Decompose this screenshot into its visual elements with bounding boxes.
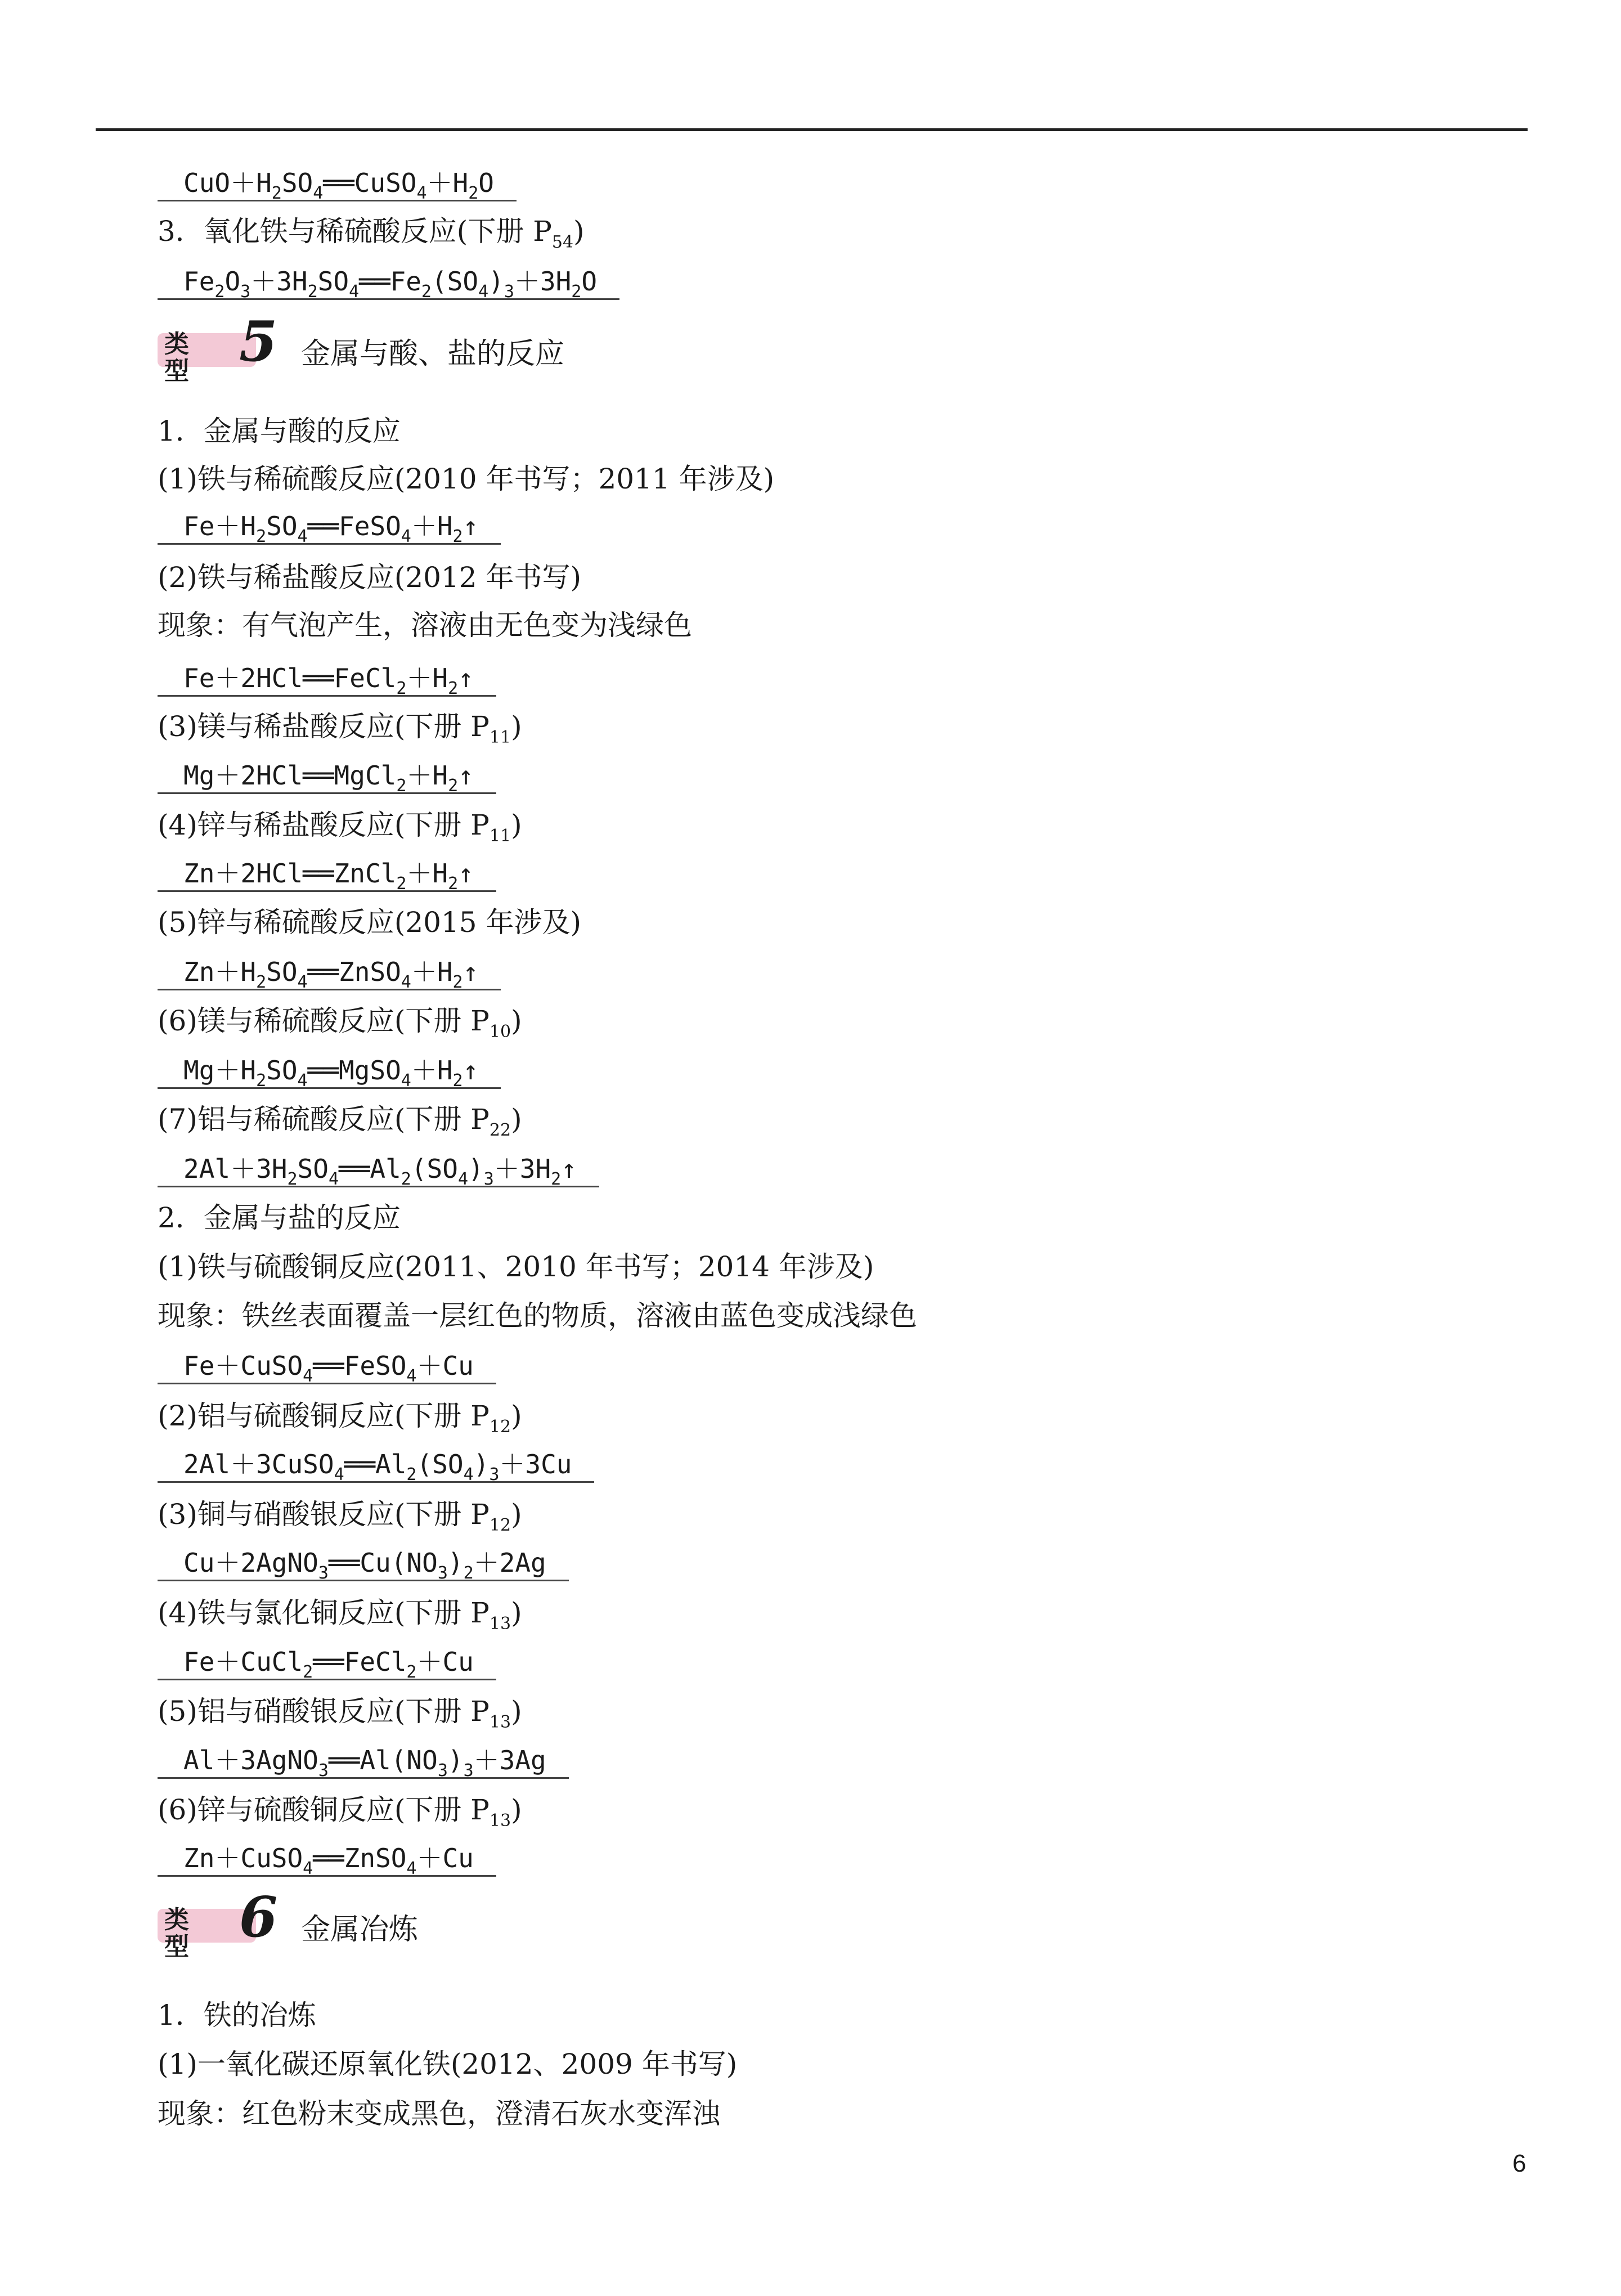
text-run: ＋Cu xyxy=(416,1843,474,1873)
text-run: SO xyxy=(317,266,349,297)
subscript: 13 xyxy=(489,1811,511,1831)
text-run: Fe＋CuSO xyxy=(183,1351,303,1381)
equation-1-2 xyxy=(158,661,496,697)
subscript: 2 xyxy=(271,183,282,203)
subscript: 2 xyxy=(256,972,267,992)
equation-2-5 xyxy=(158,1743,569,1779)
subscript: 3 xyxy=(483,1169,494,1189)
question-1-4 xyxy=(158,808,522,846)
text-run: 2Al＋3CuSO xyxy=(183,1449,334,1479)
question-1-2: (2)铁与稀盐酸反应(2012 年书写) xyxy=(158,561,581,594)
subscript: 13 xyxy=(489,1712,511,1732)
text-run: ══Al xyxy=(344,1449,407,1479)
subscript: 4 xyxy=(334,1465,344,1485)
text-run: Fe＋2HCl══FeCl xyxy=(183,663,397,693)
subscript: 3 xyxy=(318,1563,329,1583)
text-run: ) xyxy=(468,1154,484,1184)
subscript: 2 xyxy=(303,1662,313,1682)
text-run: ＋H xyxy=(406,858,448,889)
text-run: Fe xyxy=(183,266,215,297)
text-run: ══FeCl xyxy=(313,1647,407,1677)
subscript: 13 xyxy=(489,1614,511,1634)
text-run: ＋3H xyxy=(514,266,572,297)
question-2-2 xyxy=(158,1398,522,1437)
text-run: ) xyxy=(511,710,522,743)
text-run: (4)锌与稀盐酸反应(下册 P xyxy=(158,809,490,841)
text-run: ══ZnSO xyxy=(313,1843,407,1873)
subscript: 4 xyxy=(401,527,411,546)
question-1-3 xyxy=(158,709,522,747)
equation-fe2o3-h2so4 xyxy=(158,264,619,300)
text-run: ＋3H xyxy=(493,1154,551,1184)
text-run: (SO xyxy=(416,1449,464,1479)
subscript: 3 xyxy=(318,1761,329,1781)
subscript: 2 xyxy=(452,972,463,992)
equation-2-2 xyxy=(158,1447,594,1483)
subscript: 3 xyxy=(504,282,514,302)
text-run: O xyxy=(478,168,494,198)
equation-cuo-h2so4 xyxy=(158,166,517,201)
text-run: CuO＋H xyxy=(183,168,272,198)
type-badge-number: 6 xyxy=(239,1885,278,1950)
text-run: Fe＋H xyxy=(183,511,257,541)
equation-1-6 xyxy=(158,1053,501,1089)
subscript: 2 xyxy=(287,1169,298,1189)
subscript: 2 xyxy=(406,1465,417,1485)
text-run: ＋3H xyxy=(250,266,308,297)
text-run: 3．氧化铁与稀硫酸反应(下册 P xyxy=(158,215,552,248)
text-run: ) xyxy=(511,1004,522,1037)
text-run: (3)镁与稀盐酸反应(下册 P xyxy=(158,710,490,743)
text-run: ) xyxy=(473,1449,490,1479)
subscript: 2 xyxy=(401,1169,411,1189)
text-run: ) xyxy=(447,1548,464,1578)
text-run: ↑ xyxy=(462,1055,479,1086)
subscript: 4 xyxy=(401,972,411,992)
text-run: ══ZnSO xyxy=(307,957,401,987)
subscript: 4 xyxy=(457,1169,468,1189)
text-run: ↑ xyxy=(462,957,479,987)
subscript: 2 xyxy=(406,1662,417,1682)
text-run: SO xyxy=(266,957,298,987)
text-run: ↑ xyxy=(458,760,474,791)
subscript: 2 xyxy=(256,527,267,546)
equation-1-3 xyxy=(158,759,496,794)
subscript: 4 xyxy=(406,1859,417,1878)
text-run: ＋3Ag xyxy=(473,1745,546,1775)
subscript: 12 xyxy=(489,1515,511,1535)
subscript: 4 xyxy=(303,1366,313,1386)
subscript: 2 xyxy=(551,1169,562,1189)
text-run: Zn＋CuSO xyxy=(183,1843,303,1873)
text-run: ＋H xyxy=(426,168,469,198)
equation-1-4 xyxy=(158,856,496,892)
question-3-1: (1)一氧化碳还原氧化铁(2012、2009 年书写) xyxy=(158,2048,738,2080)
subscript: 3 xyxy=(437,1563,448,1583)
text-run: SO xyxy=(266,511,298,541)
text-run: (3)铜与硝酸银反应(下册 P xyxy=(158,1498,490,1531)
question-2-6 xyxy=(158,1792,522,1831)
equation-1-5 xyxy=(158,955,501,990)
text-run: ＋H xyxy=(411,511,453,541)
text-run: ) xyxy=(573,215,585,248)
type-badge-label: 类型 xyxy=(164,330,190,385)
subscript: 2 xyxy=(396,776,407,796)
subscript: 4 xyxy=(416,183,427,203)
text-run: ) xyxy=(447,1745,464,1775)
text-run: ) xyxy=(511,1695,522,1728)
subscript: 2 xyxy=(571,282,582,302)
subsection-iron-smelting: 1．铁的冶炼 xyxy=(158,1999,316,2032)
text-run: ) xyxy=(511,1597,522,1629)
equation-2-1 xyxy=(158,1349,496,1384)
subscript: 10 xyxy=(489,1022,511,1042)
text-run: ＋Cu xyxy=(416,1647,474,1677)
subscript: 2 xyxy=(463,1563,474,1583)
question-2-4 xyxy=(158,1595,522,1634)
subscript: 22 xyxy=(489,1120,511,1140)
subscript: 11 xyxy=(489,826,511,846)
section-title: 金属冶炼 xyxy=(301,1913,419,1947)
subsection-metal-acid: 1．金属与酸的反应 xyxy=(158,415,401,447)
subscript: 4 xyxy=(313,183,324,203)
subscript: 3 xyxy=(489,1465,500,1485)
subscript: 4 xyxy=(401,1071,411,1091)
equation-1-1 xyxy=(158,509,501,545)
text-run: Zn＋2HCl══ZnCl xyxy=(183,858,397,889)
subscript: 2 xyxy=(396,679,407,698)
text-run: ＋H xyxy=(406,663,448,693)
page-number: 6 xyxy=(1512,2150,1526,2177)
text-run: ══MgSO xyxy=(307,1055,401,1086)
subscript: 4 xyxy=(349,282,360,302)
text-run: Cu＋2AgNO xyxy=(183,1548,318,1578)
text-run: (5)铝与硝酸银反应(下册 P xyxy=(158,1695,490,1728)
text-run: ══Cu(NO xyxy=(328,1548,438,1578)
equation-2-6 xyxy=(158,1841,496,1877)
header-rule xyxy=(96,128,1528,131)
text-run: ↑ xyxy=(561,1154,577,1184)
subscript: 4 xyxy=(297,527,308,546)
text-run: O xyxy=(581,266,598,297)
subsection-metal-salt: 2．金属与盐的反应 xyxy=(158,1201,401,1234)
type-badge-number: 5 xyxy=(239,310,278,374)
text-run: ) xyxy=(511,809,522,841)
text-run: ) xyxy=(511,1400,522,1432)
text-run: ══FeSO xyxy=(313,1351,407,1381)
subscript: 2 xyxy=(421,282,432,302)
text-run: ↑ xyxy=(462,511,479,541)
question-1-1: (1)铁与稀硫酸反应(2010 年书写；2011 年涉及) xyxy=(158,463,775,495)
observation-1-2: 现象：有气泡产生，溶液由无色变为浅绿色 xyxy=(158,609,692,642)
text-run: (6)镁与稀硫酸反应(下册 P xyxy=(158,1004,490,1037)
subscript: 2 xyxy=(256,1071,267,1091)
subscript: 4 xyxy=(406,1366,417,1386)
subscript: 2 xyxy=(448,874,459,894)
subscript: 12 xyxy=(489,1417,511,1437)
question-2-1: (1)铁与硫酸铜反应(2011、2010 年书写；2014 年涉及) xyxy=(158,1250,874,1283)
subscript: 4 xyxy=(478,282,489,302)
text-run: ) xyxy=(511,1103,522,1136)
question-1-6 xyxy=(158,1003,522,1042)
question-2-5 xyxy=(158,1694,522,1732)
equation-1-7 xyxy=(158,1152,599,1187)
text-run: ══Al(NO xyxy=(328,1745,438,1775)
text-run: O xyxy=(224,266,241,297)
equation-2-4 xyxy=(158,1645,496,1680)
subscript: 3 xyxy=(240,282,251,302)
subscript: 2 xyxy=(214,282,225,302)
text-run: Al＋3AgNO xyxy=(183,1745,318,1775)
subscript: 4 xyxy=(463,1465,474,1485)
text-run: ↑ xyxy=(458,663,474,693)
text-run: ＋3Cu xyxy=(499,1449,572,1479)
question-1-7 xyxy=(158,1102,522,1140)
text-run: (6)锌与硫酸铜反应(下册 P xyxy=(158,1793,490,1826)
text-run: Mg＋H xyxy=(183,1055,257,1086)
subscript: 4 xyxy=(297,1071,308,1091)
text-run: (SO xyxy=(411,1154,458,1184)
subscript: 4 xyxy=(328,1169,339,1189)
text-run: (4)铁与氯化铜反应(下册 P xyxy=(158,1597,490,1629)
text-run: Fe＋CuCl xyxy=(183,1647,303,1677)
subscript: 54 xyxy=(551,232,574,252)
subscript: 2 xyxy=(307,282,318,302)
text-run: Zn＋H xyxy=(183,957,257,987)
text-run: ＋H xyxy=(406,760,448,791)
subscript: 4 xyxy=(297,972,308,992)
subscript: 2 xyxy=(468,183,479,203)
question-1-5: (5)锌与稀硫酸反应(2015 年涉及) xyxy=(158,906,581,939)
subscript: 2 xyxy=(448,679,459,698)
subscript: 11 xyxy=(489,728,511,747)
text-run: SO xyxy=(297,1154,329,1184)
text-run: ↑ xyxy=(458,858,474,889)
text-run: (7)铝与稀硫酸反应(下册 P xyxy=(158,1103,490,1136)
text-run: ) xyxy=(511,1793,522,1826)
subscript: 2 xyxy=(448,776,459,796)
subscript: 4 xyxy=(303,1859,313,1878)
text-run: ══Al xyxy=(339,1154,401,1184)
text-run: Mg＋2HCl══MgCl xyxy=(183,760,397,791)
text-run: ══CuSO xyxy=(323,168,417,198)
text-run: ＋2Ag xyxy=(473,1548,546,1578)
text-run: ＋H xyxy=(411,957,453,987)
text-run: ══Fe xyxy=(359,266,421,297)
text-run: SO xyxy=(281,168,313,198)
text-run: SO xyxy=(266,1055,298,1086)
observation-2-1: 现象：铁丝表面覆盖一层红色的物质，溶液由蓝色变成浅绿色 xyxy=(158,1299,917,1332)
subscript: 3 xyxy=(463,1761,474,1781)
observation-3-1: 现象：红色粉末变成黑色，澄清石灰水变浑浊 xyxy=(158,2097,720,2130)
equation-2-3 xyxy=(158,1546,569,1581)
text-run: ══FeSO xyxy=(307,511,401,541)
question-fe2o3 xyxy=(158,214,585,252)
subscript: 2 xyxy=(452,527,463,546)
text-run: ＋H xyxy=(411,1055,453,1086)
text-run: 2Al＋3H xyxy=(183,1154,288,1184)
type-badge-label: 类型 xyxy=(164,1905,190,1961)
subscript: 3 xyxy=(437,1761,448,1781)
question-2-3 xyxy=(158,1497,522,1535)
text-run: ) xyxy=(488,266,504,297)
section-title: 金属与酸、盐的反应 xyxy=(301,337,565,371)
text-run: ＋Cu xyxy=(416,1351,474,1381)
text-run: ) xyxy=(511,1498,522,1531)
subscript: 2 xyxy=(396,874,407,894)
text-run: (2)铝与硫酸铜反应(下册 P xyxy=(158,1400,490,1432)
text-run: (SO xyxy=(431,266,479,297)
subscript: 2 xyxy=(452,1071,463,1091)
